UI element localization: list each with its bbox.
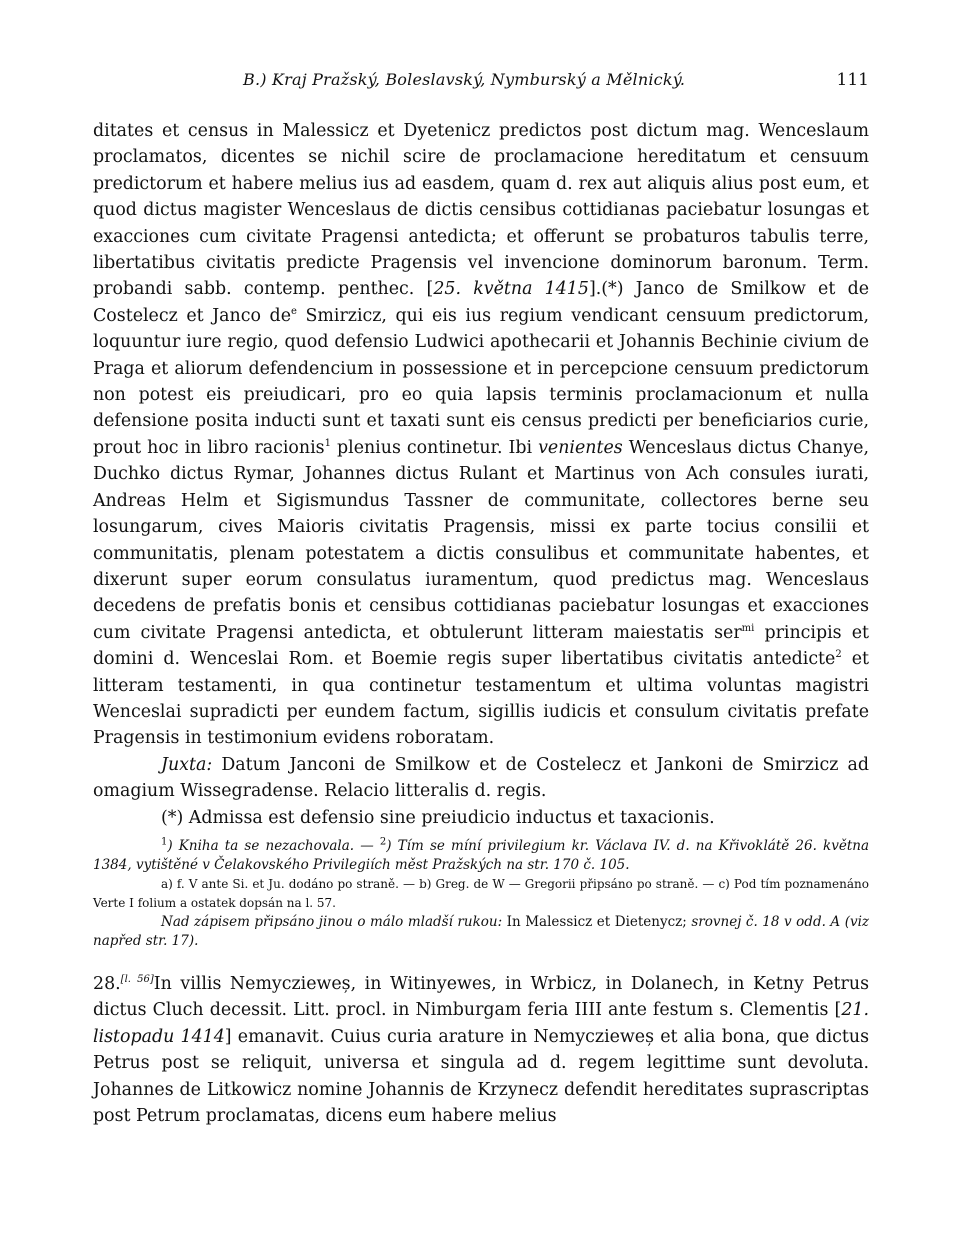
- footnotes: [93, 837, 869, 951]
- date-2: 21. listopadu 1414: [93, 1000, 869, 1047]
- main-text: [93, 118, 869, 831]
- venientes-word: venientes: [538, 437, 623, 458]
- footnote-marker-e: e: [290, 306, 297, 318]
- juxta-label: Juxta:: [161, 754, 213, 775]
- footnote-marker-2: 2: [835, 649, 842, 661]
- footnote-tail: Nad zápisem připsáno jinou o málo mladší rukou: In Malessicz et Dietenycz; srovnej č. 18 v odd. A (viz napřed str. 17).: [93, 913, 870, 949]
- entry-number: 28.: [93, 973, 121, 994]
- page-number: 111: [836, 70, 869, 90]
- entry-28: 28.[l. 56]In villis Nemyczieweș, in Witinyewes, in Wrbicz, in Dolanech, in Ketny Petrus dictus Cluch decessit. Litt. procl. in Nimburgam feria IIII ante festum s. Clementis [21. listopadu 1414] emanavit. Cuius curia arature in Nemyczieweș et alia bona, que dictus Petrus post se reliquit, universa et singula ad d. regem legittime sunt devoluta. Johannes de Litkowicz nomine Johannis de Krzynecz defendit hereditates suprascriptas post Petrum proclamatas, dicens eum habere melius: [93, 973, 869, 1126]
- paragraph-admissa: (*) Admissa est defensio sine preiudicio inductus et taxacionis.: [161, 807, 715, 828]
- running-title: B.) Kraj Pražský, Boleslavský, Nymburský a Mělnický.: [243, 70, 686, 89]
- document-page: [93, 58, 869, 1147]
- superscript-mi: mi: [741, 622, 755, 634]
- leaf-reference: [l. 56]: [120, 974, 154, 986]
- footnote-marker-1: 1: [324, 438, 331, 450]
- running-header: [93, 58, 869, 94]
- footnote-1-2: $^1$) Kniha ta se nezachovala. — $^2$) Tím se míní privilegium kr. Václava IV. d. na Křivoklátě 26. května 1384, vytištěné v Čelakovského Privilegiích měst Pražských na str. 170 č. 105.: [93, 836, 869, 873]
- footnote-abc: a) f. V ante Si. et Ju. dodáno po straně. — b) Greg. de W — Gregorii připsáno po straně. — c) Pod tím poznamenáno Verte I folium a ostatek dopsán na l. 57.: [93, 876, 869, 910]
- paragraph-1: ditates et census in Malessicz et Dyetenicz predictos post dictum mag. Wenceslaum proclamatos, dicentes se nichil scire de proclamacione hereditatum et censuum predictorum et habere melius ius ad easdem, quam d. rex aut aliquis alius post eum, et quod dictus magister Wenceslaus de dictis censibus cottidianas paciebatur losungas et exacciones cum civitate Pragensi antedicta; et offerunt se probaturos tabulis terre, libertatibus civitatis predicte Pragensis vel invencione dominorum baronum. Term. probandi sabb. contemp. penthec. [25. května 1415].(*) Janco de Smilkow et de Costelecz et Janco $de^e$ Smirzicz, qui eis ius regium vendicant censuum predictorum, loquuntur iure regio, quod defensio Ludwici apothecarii et Johannis Bechinie civium de Praga et aliorum defendencium in possessione et in percepcione censuum predictorum non potest eis preiudicari, pro eo quia lapsis terminis proclamacionum et nulla defensione posita inducti sunt et taxati sunt eis census predicti per beneficiarios curie, prout hoc in libro racionis$^1$ plenius continetur. Ibi venientes Wenceslaus dictus Chanye, Duchko dictus Rymar, Johannes dictus Rulant et Martinus von Ach consules iurati, Andreas Helm et Sigismundus Tassner de communitate, collectores berne seu losungarum, cives Maioris civitatis Pragensis, missi ex parte tocius consilii et communitatis, plenam potestatem a dictis consulibus et communitate habentes, et dixerunt super eorum consulatus iuramentum, quod predictus mag. Wenceslaus decedens de prefatis bonis et censibus cottidianas paciebatur losungas et exacciones cum civitate Pragensi antedicta, et obtulerunt litteram maiestatis ser$^{mi}$ principis et domini d. Wenceslai Rom. et Boemie regis super libertatibus civitatis antedicte$^2$ et litteram testamenti, in qua continetur testamentum et ultima voluntas magistri Wenceslai supradicti per eundem factum, sigillis iudicis et consulum civitatis prefate Pragensis in testimonium evidens roboratam.: [93, 121, 870, 749]
- date-1: 25. května 1415: [433, 279, 589, 300]
- paragraph-juxta: Juxta: Datum Janconi de Smilkow et de Costelecz et Jankoni de Smirzicz ad omagium Wissegradense. Relacio litteralis d. regis.: [93, 754, 869, 802]
